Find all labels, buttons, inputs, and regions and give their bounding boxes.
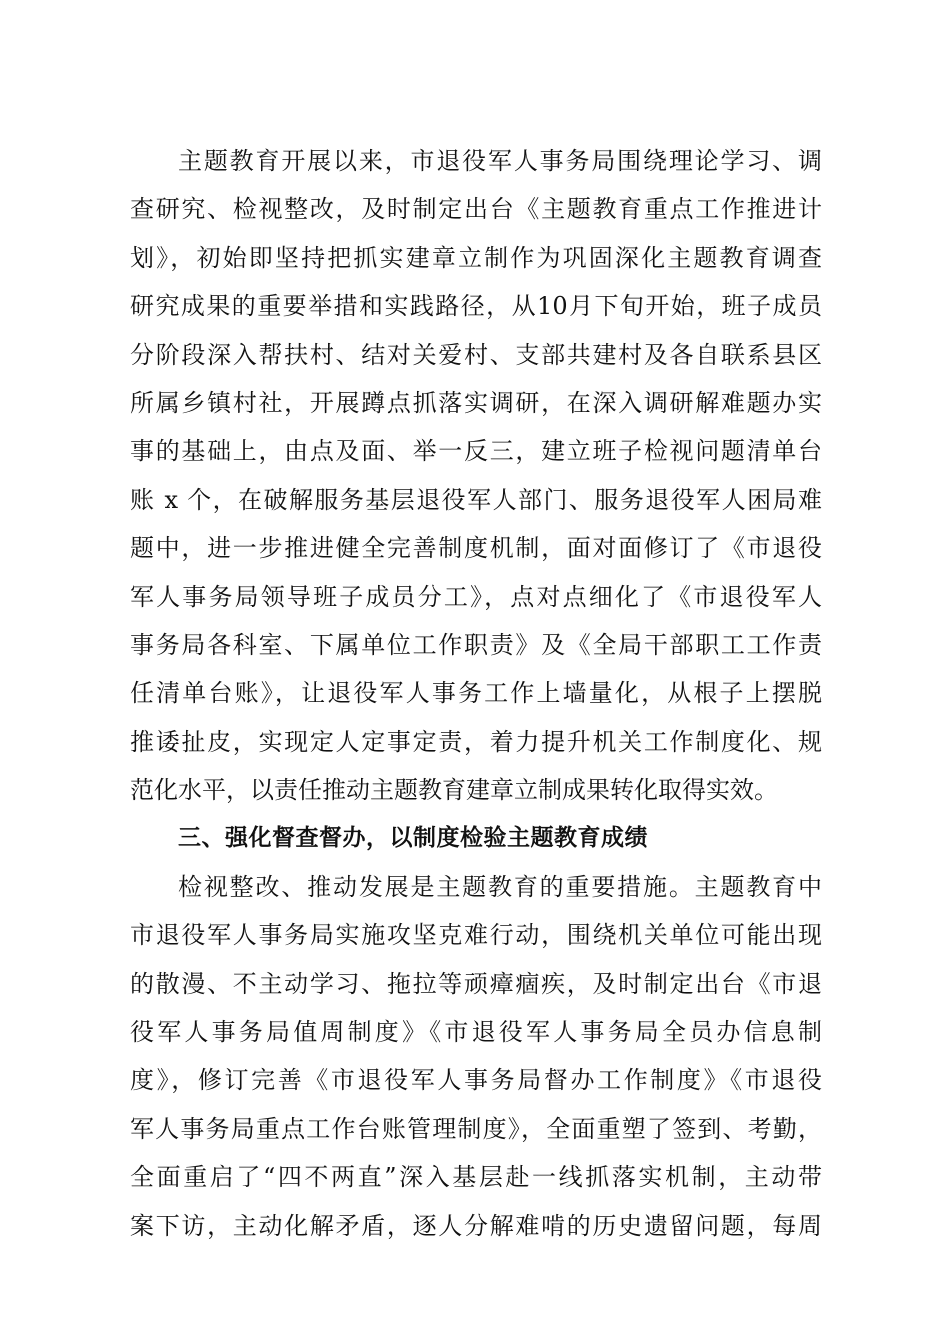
paragraph-1-line: 任清单台账》，让退役军人事务工作上墙量化，从根子上摆脱: [130, 679, 822, 708]
section-heading: 三、强化督查督办，以制度检验主题教育成绩: [178, 825, 648, 852]
paragraph-2-line: 检视整改、推动发展是主题教育的重要措施。主题教育中: [178, 872, 822, 901]
paragraph-1-line: 事务局各科室、下属单位工作职责》及《全局干部职工工作责: [130, 630, 822, 659]
paragraph-1-line: 查研究、检视整改，及时制定出台《主题教育重点工作推进计: [130, 195, 822, 224]
paragraph-1-line: 所属乡镇村社，开展蹲点抓落实调研，在深入调研解难题办实: [130, 388, 822, 417]
paragraph-1-line: 范化水平，以责任推动主题教育建章立制成果转化取得实效。: [130, 776, 778, 805]
paragraph-2-line: 的散漫、不主动学习、拖拉等顽瘴痼疾，及时制定出台《市退: [130, 969, 822, 998]
paragraph-2-line: 军人事务局重点工作台账管理制度》，全面重塑了签到、考勤，: [130, 1114, 822, 1143]
paragraph-2-line: 役军人事务局值周制度》《市退役军人事务局全员办信息制: [130, 1018, 822, 1047]
paragraph-1-line: 账 x 个，在破解服务基层退役军人部门、服务退役军人困局难: [130, 485, 822, 514]
paragraph-1-line: 题中，进一步推进健全完善制度机制，面对面修订了《市退役: [130, 534, 822, 563]
paragraph-1-line: 主题教育开展以来，市退役军人事务局围绕理论学习、调: [178, 147, 822, 175]
paragraph-1-line: 分阶段深入帮扶村、结对关爱村、支部共建村及各自联系县区: [130, 340, 822, 369]
paragraph-2-line: 度》，修订完善《市退役军人事务局督办工作制度》《市退役: [130, 1066, 822, 1095]
paragraph-1-line: 推诿扯皮，实现定人定事定责，着力提升机关工作制度化、规: [130, 727, 822, 756]
paragraph-1-line: 研究成果的重要举措和实践路径，从10月下旬开始，班子成员: [130, 292, 822, 321]
paragraph-1-line: 划》，初始即坚持把抓实建章立制作为巩固深化主题教育调查: [130, 243, 822, 272]
paragraph-1-line: 事的基础上，由点及面、举一反三，建立班子检视问题清单台: [130, 437, 822, 466]
paragraph-2-line: 市退役军人事务局实施攻坚克难行动，围绕机关单位可能出现: [130, 921, 822, 950]
paragraph-2-line: 案下访，主动化解矛盾，逐人分解难啃的历史遗留问题，每周: [130, 1211, 822, 1240]
paragraph-1-line: 军人事务局领导班子成员分工》，点对点细化了《市退役军人: [130, 582, 822, 611]
paragraph-1: [130, 137, 822, 1250]
paragraph-2-line: 全面重启了“四不两直”深入基层赴一线抓落实机制，主动带: [130, 1163, 822, 1192]
